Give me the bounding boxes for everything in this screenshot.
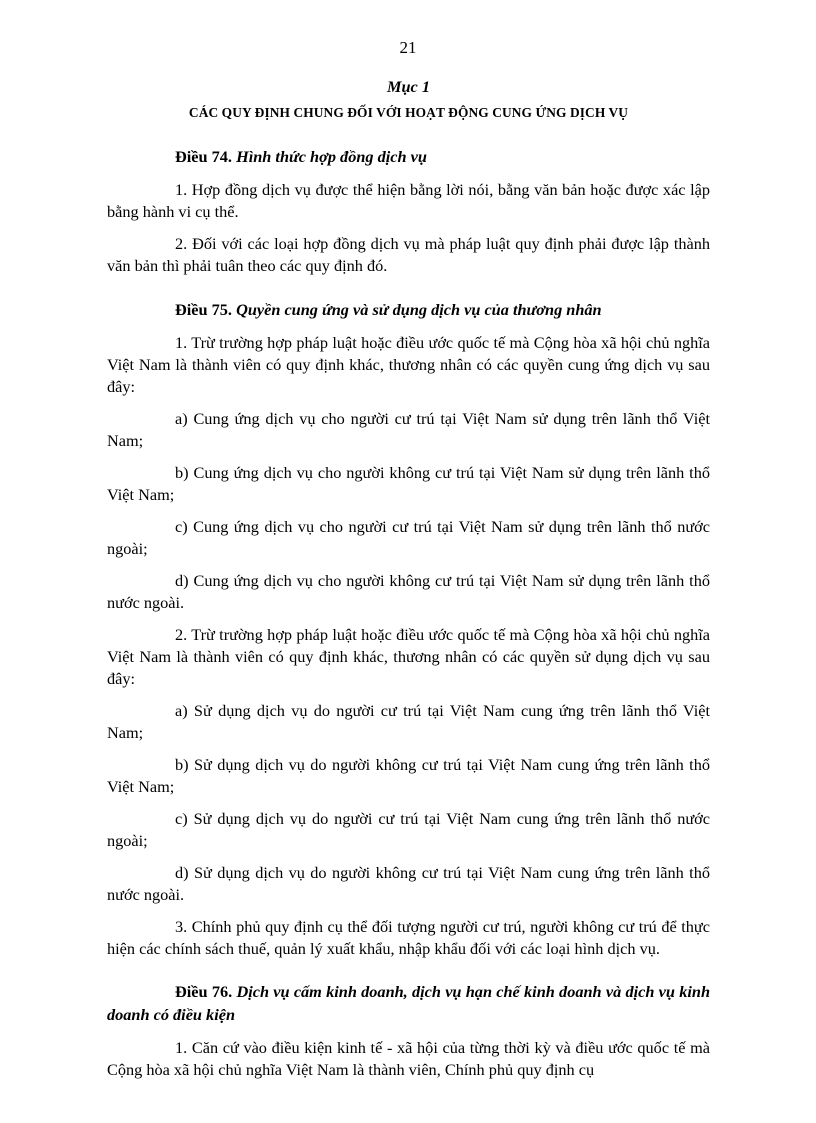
article-74-clause-2: 2. Đối với các loại hợp đồng dịch vụ mà pháp luật quy định phải được lập thành văn bản thì phải tuân theo các quy định đó.: [107, 234, 710, 275]
article-76-title: Dịch vụ cấm kinh doanh, dịch vụ hạn chế kinh doanh và dịch vụ kinh doanh có điều kiện: [107, 982, 710, 1024]
article-75-clause-2-a: a) Sử dụng dịch vụ do người cư trú tại Việt Nam cung ứng trên lãnh thổ Việt Nam;: [107, 701, 710, 742]
article-75-clause-1: 1. Trừ trường hợp pháp luật hoặc điều ước quốc tế mà Cộng hòa xã hội chủ nghĩa Việt Nam là thành viên có quy định khác, thương nhân có các quyền cung ứng dịch vụ sau đây:: [107, 333, 710, 396]
article-76-clause-1: 1. Căn cứ vào điều kiện kinh tế - xã hội của từng thời kỳ và điều ước quốc tế mà Cộng hòa xã hội chủ nghĩa Việt Nam là thành viên, Chính phủ quy định cụ: [107, 1038, 710, 1079]
article-75-clause-2-d: d) Sử dụng dịch vụ do người không cư trú tại Việt Nam cung ứng trên lãnh thổ nước ngoài.: [107, 863, 710, 904]
article-76-number: Điều 76.: [175, 982, 233, 1001]
article-75-clause-3: 3. Chính phủ quy định cụ thể đối tượng người cư trú, người không cư trú để thực hiện các chính sách thuế, quản lý xuất khẩu, nhập khẩu đối với các loại hình dịch vụ.: [107, 917, 710, 958]
article-75-clause-1-b: b) Cung ứng dịch vụ cho người không cư trú tại Việt Nam sử dụng trên lãnh thổ Việt Nam;: [107, 463, 710, 504]
article-74-heading: [107, 146, 710, 168]
article-75-clause-2-b: b) Sử dụng dịch vụ do người không cư trú tại Việt Nam cung ứng trên lãnh thổ Việt Nam;: [107, 755, 710, 796]
article-75-clause-1-a: a) Cung ứng dịch vụ cho người cư trú tại Việt Nam sử dụng trên lãnh thổ Việt Nam;: [107, 409, 710, 450]
page-number: 21: [399, 38, 417, 57]
article-75-clause-2-c: c) Sử dụng dịch vụ do người cư trú tại Việt Nam cung ứng trên lãnh thổ nước ngoài;: [107, 809, 710, 850]
article-75-number: Điều 75.: [175, 300, 232, 319]
article-74-number: Điều 74.: [175, 147, 232, 166]
section-title: Mục 1: [387, 77, 430, 96]
article-75-heading: [107, 299, 710, 321]
article-75-clause-2: 2. Trừ trường hợp pháp luật hoặc điều ước quốc tế mà Cộng hòa xã hội chủ nghĩa Việt Nam là thành viên có quy định khác, thương nhân có các quyền sử dụng dịch vụ sau đây:: [107, 625, 710, 688]
article-74-clause-1: 1. Hợp đồng dịch vụ được thể hiện bằng lời nói, bằng văn bản hoặc được xác lập bằng hành vi cụ thể.: [107, 180, 710, 221]
article-75-clause-1-c: c) Cung ứng dịch vụ cho người cư trú tại Việt Nam sử dụng trên lãnh thổ nước ngoài;: [107, 517, 710, 558]
article-74-title: Hình thức hợp đồng dịch vụ: [236, 147, 427, 166]
article-75-clause-1-d: d) Cung ứng dịch vụ cho người không cư trú tại Việt Nam sử dụng trên lãnh thổ nước ngoài.: [107, 571, 710, 612]
section-heading: CÁC QUY ĐỊNH CHUNG ĐỐI VỚI HOẠT ĐỘNG CUNG ỨNG DỊCH VỤ: [188, 105, 629, 120]
article-76-heading: [107, 980, 710, 1026]
page-content: [107, 76, 710, 1081]
article-75-title: Quyền cung ứng và sử dụng dịch vụ của thương nhân: [236, 300, 602, 319]
